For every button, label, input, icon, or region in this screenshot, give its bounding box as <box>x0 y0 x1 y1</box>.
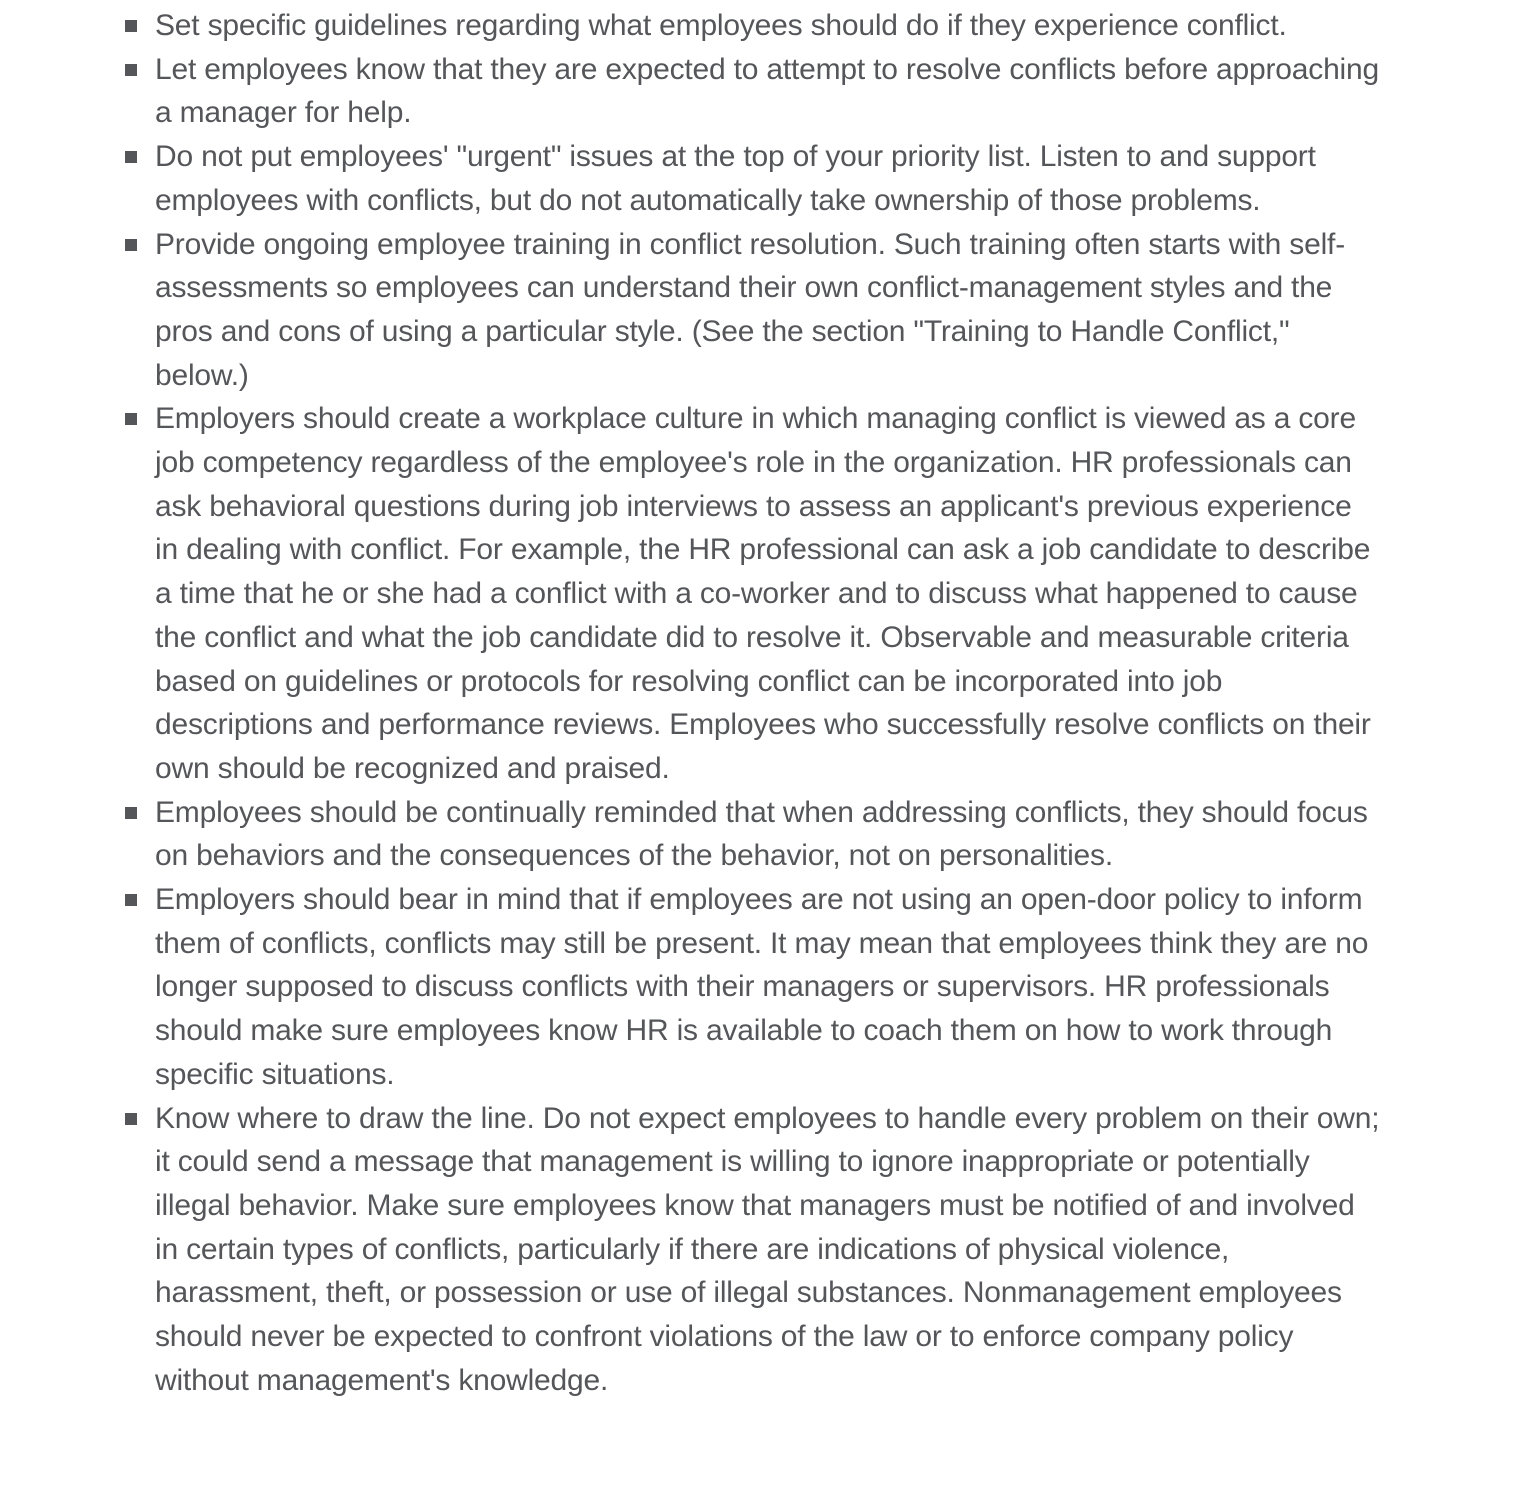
bullet-list <box>0 4 1380 1403</box>
list-item-text: Let employees know that they are expected to attempt to resolve conflicts before approaching a manager for help. <box>155 52 1379 130</box>
list-item-text: Employees should be continually reminded that when addressing conflicts, they should focus on behaviors and the consequences of the behavior, not on personalities. <box>155 795 1368 873</box>
bullet-square-icon <box>125 1113 137 1125</box>
list-item <box>125 48 1380 135</box>
bullet-square-icon <box>125 151 137 163</box>
list-item <box>125 397 1380 790</box>
bullet-square-icon <box>125 64 137 76</box>
list-item-text: Set specific guidelines regarding what employees should do if they experience conflict. <box>155 9 1287 42</box>
list-item <box>125 223 1380 398</box>
list-item-text: Employers should bear in mind that if employees are not using an open-door policy to inform them of conflicts, conflicts may still be present. It may mean that employees think they are no longer supposed to discuss conflicts with their managers or supervisors. HR professionals should make sure employees know HR is available to coach them on how to work through specific situations. <box>155 883 1369 1091</box>
bullet-square-icon <box>125 239 137 251</box>
bullet-square-icon <box>125 894 137 906</box>
list-item-text: Employers should create a workplace culture in which managing conflict is viewed as a core job competency regardless of the employee's role in the organization. HR professionals can ask behavioral questions during job interviews to assess an applicant's previous experience in dealing with conflict. For example, the HR professional can ask a job candidate to describe a time that he or she had a conflict with a co-worker and to discuss what happened to cause the conflict and what the job candidate did to resolve it. Observable and measurable criteria based on guidelines or protocols for resolving conflict can be incorporated into job descriptions and performance reviews. Employees who successfully resolve conflicts on their own should be recognized and praised. <box>155 402 1371 785</box>
bullet-square-icon <box>125 807 137 819</box>
list-item-text: Do not put employees' "urgent" issues at the top of your priority list. Listen to and support employees with conflicts, but do not automatically take ownership of those problems. <box>155 140 1316 217</box>
list-item <box>125 878 1380 1097</box>
list-item-text: Provide ongoing employee training in conflict resolution. Such training often starts with self-assessments so employees can understand their own conflict-management styles and the pros and cons of using a particular style. (See the section "Training to Handle Conflict," below.) <box>155 227 1345 392</box>
list-item <box>125 791 1380 878</box>
bullet-square-icon <box>125 20 137 32</box>
list-item <box>125 4 1380 48</box>
list-item-text: Know where to draw the line. Do not expect employees to handle every problem on their own; it could send a message that management is willing to ignore inappropriate or potentially illegal behavior. Make sure employees know that managers must be notified of and involved in certain types of conflicts, particularly if there are indications of physical violence, harassment, theft, or possession or use of illegal substances. Nonmanagement employees should never be expected to confront violations of the law or to enforce company policy without management's knowledge. <box>155 1101 1380 1397</box>
list-item <box>125 1097 1380 1403</box>
list-item <box>125 135 1380 222</box>
bullet-square-icon <box>125 413 137 425</box>
